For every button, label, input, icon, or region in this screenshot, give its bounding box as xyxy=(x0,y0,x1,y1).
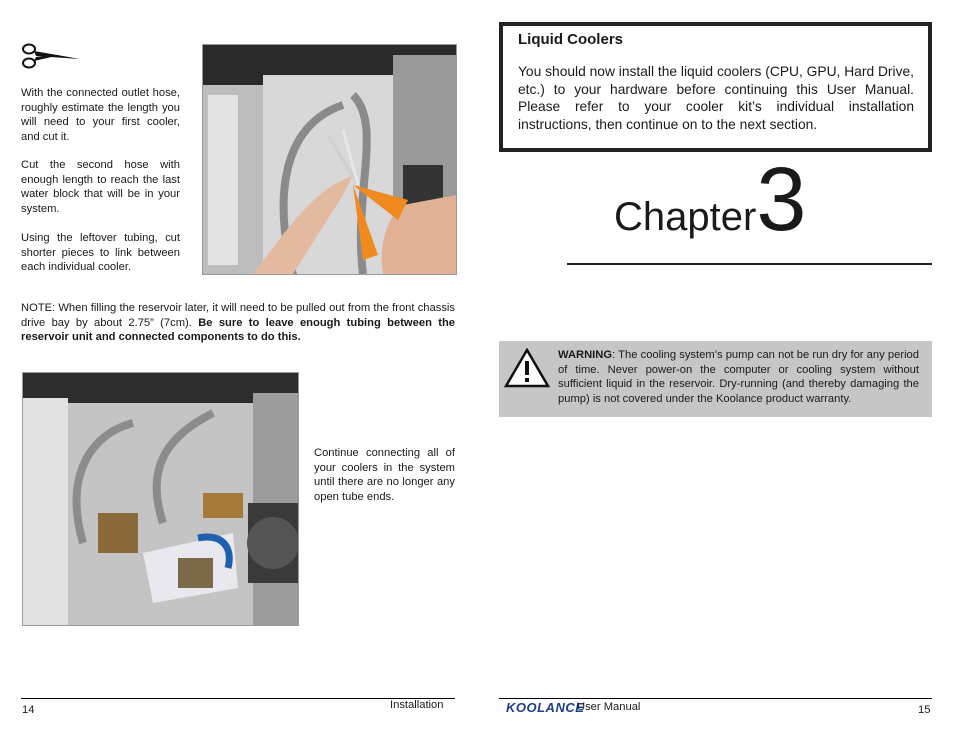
box-body: You should now install the liquid coolers (CPU, GPU, Hard Drive, etc.) to your hardware before continuing this User Manual. Please refer to your cooler kit’s individual installation instructions, then continue on to the next section. xyxy=(518,64,914,132)
step-2-text: Cut the second hose with enough length to reach the last water block that will be in your system. xyxy=(21,159,180,215)
right-footer-rule xyxy=(499,698,932,699)
note-bold-text: Be sure to leave enough tubing between the reservoir unit and connected components to do this. xyxy=(21,316,455,344)
right-page-number: 15 xyxy=(918,704,931,716)
warning-body: : The cooling system’s pump can not be run dry for any period of time. Never power-on the computer or cooling system without sufficient liquid in the reservoir. Dry-running (and thereby damaging the pump) is not covered under the Koolance product warranty. xyxy=(558,349,919,405)
chapter-rule xyxy=(567,263,932,265)
koolance-logo: KOOLANCE xyxy=(506,700,585,715)
warning-box xyxy=(499,341,932,417)
warning-label: WARNING xyxy=(558,349,613,361)
chapter-heading xyxy=(614,150,807,260)
warning-text xyxy=(558,348,919,406)
right-footer-manual: User Manual xyxy=(577,701,641,713)
scissors-icon xyxy=(20,42,82,70)
warning-triangle-icon xyxy=(504,348,550,388)
note-paragraph xyxy=(21,301,455,345)
chapter-number: 3 xyxy=(756,150,807,250)
box-title: Liquid Coolers xyxy=(518,31,623,48)
continue-text: Continue connecting all of your coolers in the system until there are no longer any open tube ends. xyxy=(314,447,455,503)
photo-connected-coolers xyxy=(22,372,299,626)
note-plain-text: NOTE: When filling the reservoir later, it will need to be pulled out from the front chassis drive bay by about 2.75” (7cm). xyxy=(21,302,455,329)
step-1-text: With the connected outlet hose, roughly estimate the length you will need to your first cooler, and cut it. xyxy=(21,87,180,143)
left-footer-section: Installation xyxy=(390,699,444,711)
left-page-number: 14 xyxy=(22,704,35,716)
liquid-coolers-box xyxy=(499,22,932,152)
photo-cutting-tubing xyxy=(202,44,457,275)
chapter-word: Chapter xyxy=(614,195,757,239)
step-3-text: Using the leftover tubing, cut shorter pieces to link between each individual cooler. xyxy=(21,232,180,274)
